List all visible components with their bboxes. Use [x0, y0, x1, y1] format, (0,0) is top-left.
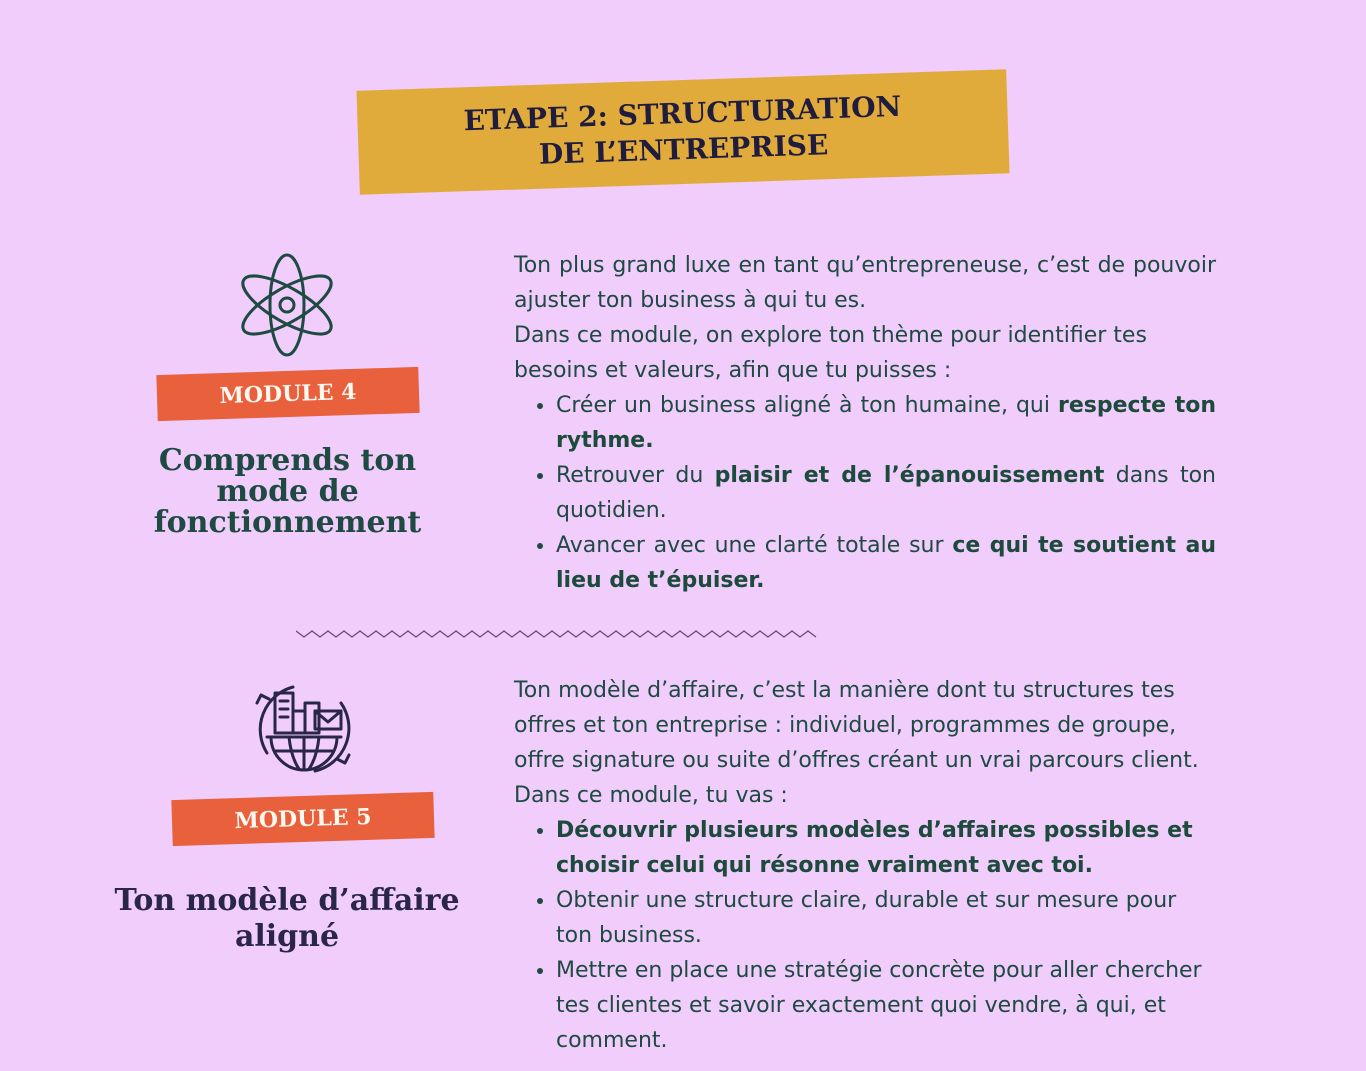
module-5-title: Ton modèle d’affaire aligné: [114, 883, 460, 954]
zigzag-divider: [296, 625, 820, 645]
module-4-paragraph-2: Dans ce module, on explore ton thème pour identifier tes besoins et valeurs, afin que tu puisses :: [514, 323, 1147, 383]
section-title: ETAPE 2: STRUCTURATION DE L’ENTREPRISE: [463, 89, 902, 171]
list-item: • Découvrir plusieurs modèles d’affaires possibles et choisir celui qui résonne vraiment avec toi.: [556, 813, 1216, 883]
module-5-description: [514, 673, 1216, 1058]
module-4-bullet-list: [514, 388, 1216, 598]
list-item: • Créer un business aligné à ton humaine, qui respecte ton rythme.: [556, 388, 1216, 458]
list-item: • Mettre en place une stratégie concrète pour aller chercher tes clientes et savoir exactement quoi vendre, à qui, et comment.: [556, 953, 1216, 1058]
module-4-description: [514, 248, 1216, 598]
list-item: • Obtenir une structure claire, durable et sur mesure pour ton business.: [556, 883, 1216, 953]
module-5-paragraph-2: Dans ce module, tu vas :: [514, 783, 788, 808]
module-4-paragraph-1: Ton plus grand luxe en tant qu’entrepreneuse, c’est de pouvoir ajuster ton business à qui tu es.: [514, 253, 1216, 313]
module-5-bullet-list: [514, 813, 1216, 1058]
module-5-tag: [171, 792, 434, 846]
module-4-tag-label: MODULE 4: [219, 378, 357, 410]
module-5-tag-label: MODULE 5: [234, 803, 372, 835]
business-globe-icon: [245, 673, 363, 789]
module-5-paragraph-1: Ton modèle d’affaire, c’est la manière dont tu structures tes offres et ton entreprise : individuel, programmes de groupe, offre signature ou suite d’offres créant un vrai parcours client.: [514, 678, 1199, 773]
list-item: • Retrouver du plaisir et de l’épanouissement dans ton quotidien.: [556, 458, 1216, 528]
module-4-title: Comprends ton mode de fonctionnement: [153, 443, 422, 540]
list-item: • Avancer avec une clarté totale sur ce qui te soutient au lieu de t’épuiser.: [556, 528, 1216, 598]
section-banner: [356, 69, 1009, 194]
atom-icon: [237, 250, 337, 364]
module-4-tag: [156, 367, 419, 421]
